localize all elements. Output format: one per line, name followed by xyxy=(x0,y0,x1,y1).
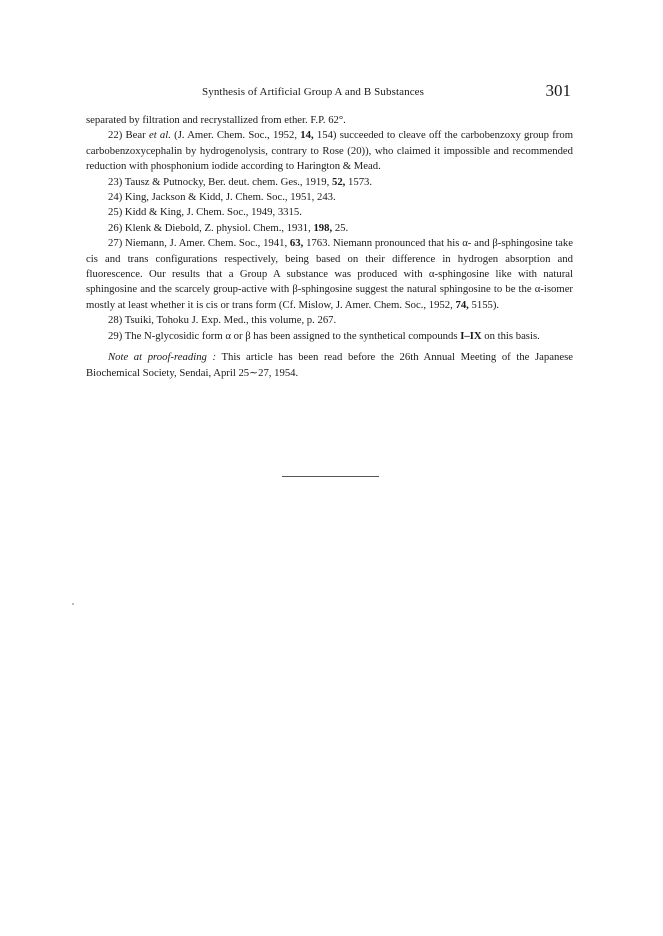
footnote-28 xyxy=(86,313,573,328)
running-title: Synthesis of Artificial Group A and B Substances xyxy=(202,86,425,98)
footnote-text: Bear xyxy=(125,129,149,142)
footnote-text: King, Jackson & Kidd, J. Chem. Soc., 1951, 243. xyxy=(124,191,336,204)
footnote-number: 26) xyxy=(108,221,123,234)
footnote-number: 23) xyxy=(108,175,123,188)
footnote-text: Niemann, J. Amer. Chem. Soc., 1941, xyxy=(125,237,290,250)
volume-number: 74, xyxy=(455,298,469,311)
proof-reading-note xyxy=(86,350,573,381)
footnote-text: (J. Amer. Chem. Soc., 1952, xyxy=(170,129,301,142)
footnote-number: 22) xyxy=(108,129,123,142)
volume-number: 198, xyxy=(313,221,333,234)
footnote-text: on this basis. xyxy=(481,329,540,342)
footnote-number: 25) xyxy=(108,206,123,219)
volume-number: 14, xyxy=(300,129,314,142)
footnote-number: 27) xyxy=(108,237,123,250)
footnote-number: 29) xyxy=(108,329,123,342)
note-label: Note at proof-reading : xyxy=(108,351,217,364)
body-text xyxy=(86,113,573,381)
footnote-text: Tausz & Putnocky, Ber. deut. chem. Ges., 1919, xyxy=(124,175,332,188)
footnote-text: 25. xyxy=(332,221,349,234)
et-al: et al. xyxy=(148,129,171,142)
footnote-number: 24) xyxy=(108,191,123,204)
footnote-text: Kidd & King, J. Chem. Soc., 1949, 3315. xyxy=(124,206,302,219)
note-text: This article has been read before the 26th Annual Meeting of the Japanese Biochemical Society, Sendai, April 25∼27, 1954. xyxy=(86,351,573,379)
footnote-22 xyxy=(86,128,573,174)
page-header xyxy=(86,81,573,106)
footnote-text: 154) succeeded to cleave off the carbobenzoxy group from carbobenzoxycephalin by hydrogenolysis, contrary to Rose (20)), who claimed it impossible and recommended reduction with phosphonium iodide according to Harington & Mead. xyxy=(86,129,574,173)
volume-number: 63, xyxy=(289,237,304,250)
volume-number: 52, xyxy=(331,175,346,188)
footnote-27 xyxy=(86,236,573,313)
scan-speck xyxy=(72,603,74,605)
paragraph-continuation xyxy=(86,113,573,128)
footnote-29 xyxy=(86,329,573,344)
footnote-26 xyxy=(86,221,573,236)
footnote-text: 1763. Niemann pronounced that his α- and β-sphingosine take cis and trans configurations respectively, being based on their difference in hydrogen absorption and fluorescence. Our results that a Group A substance was produced with α-sphingosine like with natural sphingosine and the scarcely group-active with β-sphingosine suggest the natural sphingosine to be the α-isomer mostly at least whether it is cis or trans form (Cf. Mislow, J. Amer. Chem. Soc., 1952, xyxy=(86,237,574,311)
footnote-number: 28) xyxy=(108,314,123,327)
footnote-text: 1573. xyxy=(345,175,373,188)
footnote-24 xyxy=(86,190,573,205)
footnote-text: Tsuiki, Tohoku J. Exp. Med., this volume, p. 267. xyxy=(124,314,337,327)
paragraph-text: separated by filtration and recrystallized from ether. F.P. 62°. xyxy=(86,114,346,126)
section-divider xyxy=(282,476,379,477)
footnote-text: The N-glycosidic form α or β has been assigned to the synthetical compounds xyxy=(124,329,461,342)
footnote-23 xyxy=(86,175,573,190)
footnote-25 xyxy=(86,205,573,220)
page-number: 301 xyxy=(545,81,571,100)
compound-range: I–IX xyxy=(460,329,482,342)
footnote-text: Klenk & Diebold, Z. physiol. Chem., 1931, xyxy=(124,221,314,234)
footnote-text: 5155). xyxy=(468,298,500,311)
